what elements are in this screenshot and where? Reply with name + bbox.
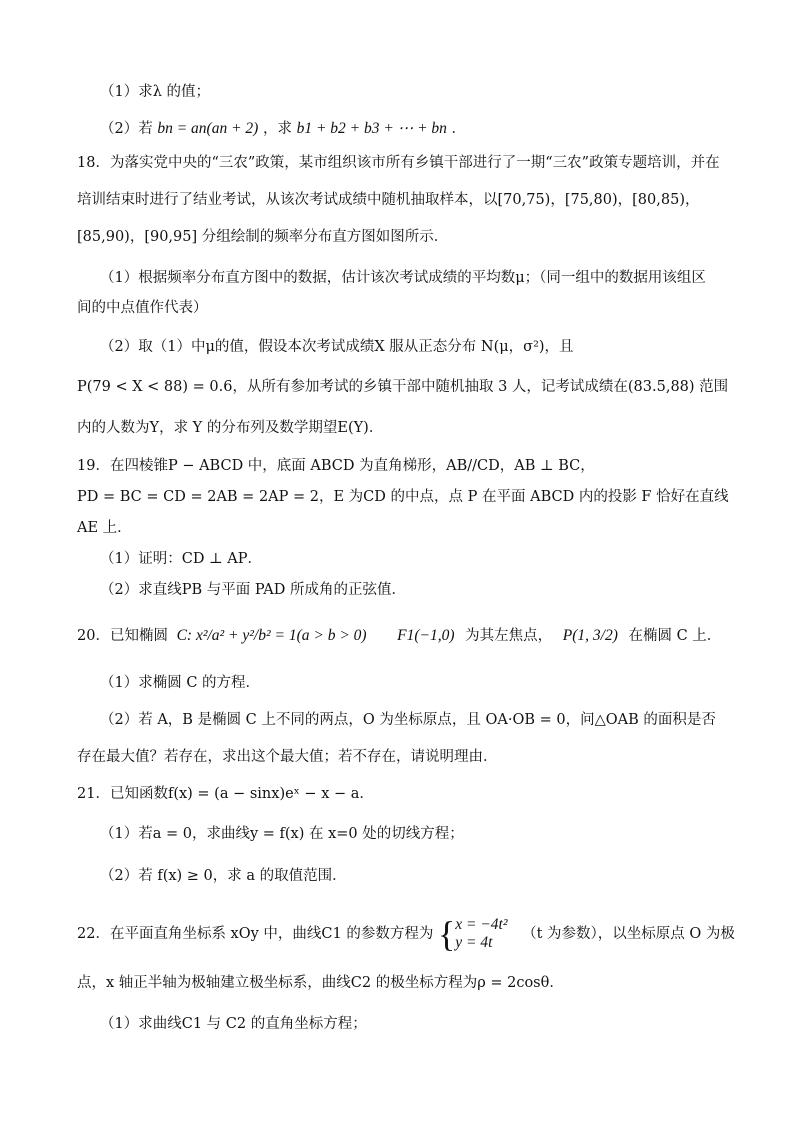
- q21-part1: （1）若a = 0，求曲线y = f(x) 在 x=0 处的切线方程；: [100, 826, 464, 842]
- q20-line1-end: 在椭圆 C 上．: [628, 628, 722, 644]
- q22-line2: 点，x 轴正半轴为极轴建立极坐标系，曲线C2 的极坐标方程为ρ = 2cosθ．: [77, 975, 564, 991]
- q20-focus: F1(−1,0): [397, 627, 455, 644]
- q17-part2-mid: ，求: [262, 121, 292, 137]
- q21-part2: （2）若 f(x) ≥ 0，求 a 的取值范围．: [100, 868, 347, 884]
- q20-line1-mid: 为其左焦点，: [465, 628, 553, 644]
- q18-line3: [85,90)，[90,95] 分组绘制的频率分布直方图如图所示．: [77, 229, 449, 245]
- q22-line1: [77, 916, 735, 952]
- q18-part2-a: （2）取（1）中μ的值，假设本次考试成绩X 服从正态分布 N(μ，σ²)，且: [100, 339, 574, 355]
- q17-part2-end: ．: [451, 121, 467, 137]
- q19-line1: 19．在四棱锥P − ABCD 中，底面 ABCD 为直角梯形，AB//CD，AB ⊥ BC，: [77, 458, 595, 474]
- q22-line1-prefix: 22．在平面直角坐标系 xOy 中，曲线C1 的参数方程为: [77, 926, 434, 942]
- q17-part2-formula: bn = an(an + 2): [157, 120, 259, 137]
- q17-part2: [100, 119, 466, 139]
- q22-system: [455, 916, 507, 952]
- q22-part1: （1）求曲线C1 与 C2 的直角坐标方程；: [100, 1016, 367, 1032]
- q18-part2-c: 内的人数为Y，求 Y 的分布列及数学期望E(Y)．: [77, 420, 384, 436]
- q17-part1: （1）求λ 的值；: [100, 84, 211, 100]
- q21-line1: 21．已知函数f(x) = (a − sinx)eˣ − x − a．: [77, 786, 374, 802]
- q17-part2-sum: b1 + b2 + b3 + ⋯ + bn: [296, 120, 447, 137]
- q22-line1-end: （t 为参数），以坐标原点 O 为极: [522, 926, 735, 942]
- q20-line1: [77, 626, 721, 646]
- q22-brace: {: [437, 914, 456, 954]
- q20-part2-a: （2）若 A，B 是椭圆 C 上不同的两点，O 为坐标原点，且 OA·OB = 0，问△OAB 的面积是否: [100, 712, 716, 728]
- q17-part2-prefix: （2）若: [100, 121, 153, 137]
- q19-line3: AE 上．: [77, 520, 132, 536]
- q20-part2-b: 存在最大值？若存在，求出这个最大值；若不存在，请说明理由．: [77, 749, 498, 765]
- q20-line1-prefix: 20．已知椭圆: [77, 628, 168, 644]
- q19-part2: （2）求直线PB 与平面 PAD 所成角的正弦值．: [100, 582, 406, 598]
- q19-part1: （1）证明：CD ⊥ AP．: [100, 551, 263, 567]
- q22-eq-y: y = 4t: [455, 934, 493, 951]
- q20-part1: （1）求椭圆 C 的方程．: [100, 675, 261, 691]
- q18-part2-b: P(79 < X < 88) = 0.6，从所有参加考试的乡镇干部中随机抽取 3 人，记考试成绩在(83.5,88) 范围: [77, 379, 729, 395]
- q19-line2: PD = BC = CD = 2AB = 2AP = 2，E 为CD 的中点，点 P 在平面 ABCD 内的投影 F 恰好在直线: [77, 489, 729, 505]
- q20-ellipse-equation: C: x²/a² + y²/b² = 1(a > b > 0): [176, 627, 367, 644]
- q22-eq-x: x = −4t²: [455, 916, 508, 933]
- q20-point-p: P(1, 3/2): [562, 627, 618, 644]
- q18-line2: 培训结束时进行了结业考试，从该次考试成绩中随机抽取样本，以[70,75)，[75,80)，[80,85)，: [77, 192, 700, 208]
- q18-part1-a: （1）根据频率分布直方图中的数据，估计该次考试成绩的平均数μ；（同一组中的数据用该组区: [100, 270, 706, 286]
- q18-line1: 18．为落实党中央的“三农”政策，某市组织该市所有乡镇干部进行了一期“三农”政策专题培训，并在: [77, 155, 720, 171]
- q18-part1-b: 间的中点值作代表）: [77, 300, 208, 316]
